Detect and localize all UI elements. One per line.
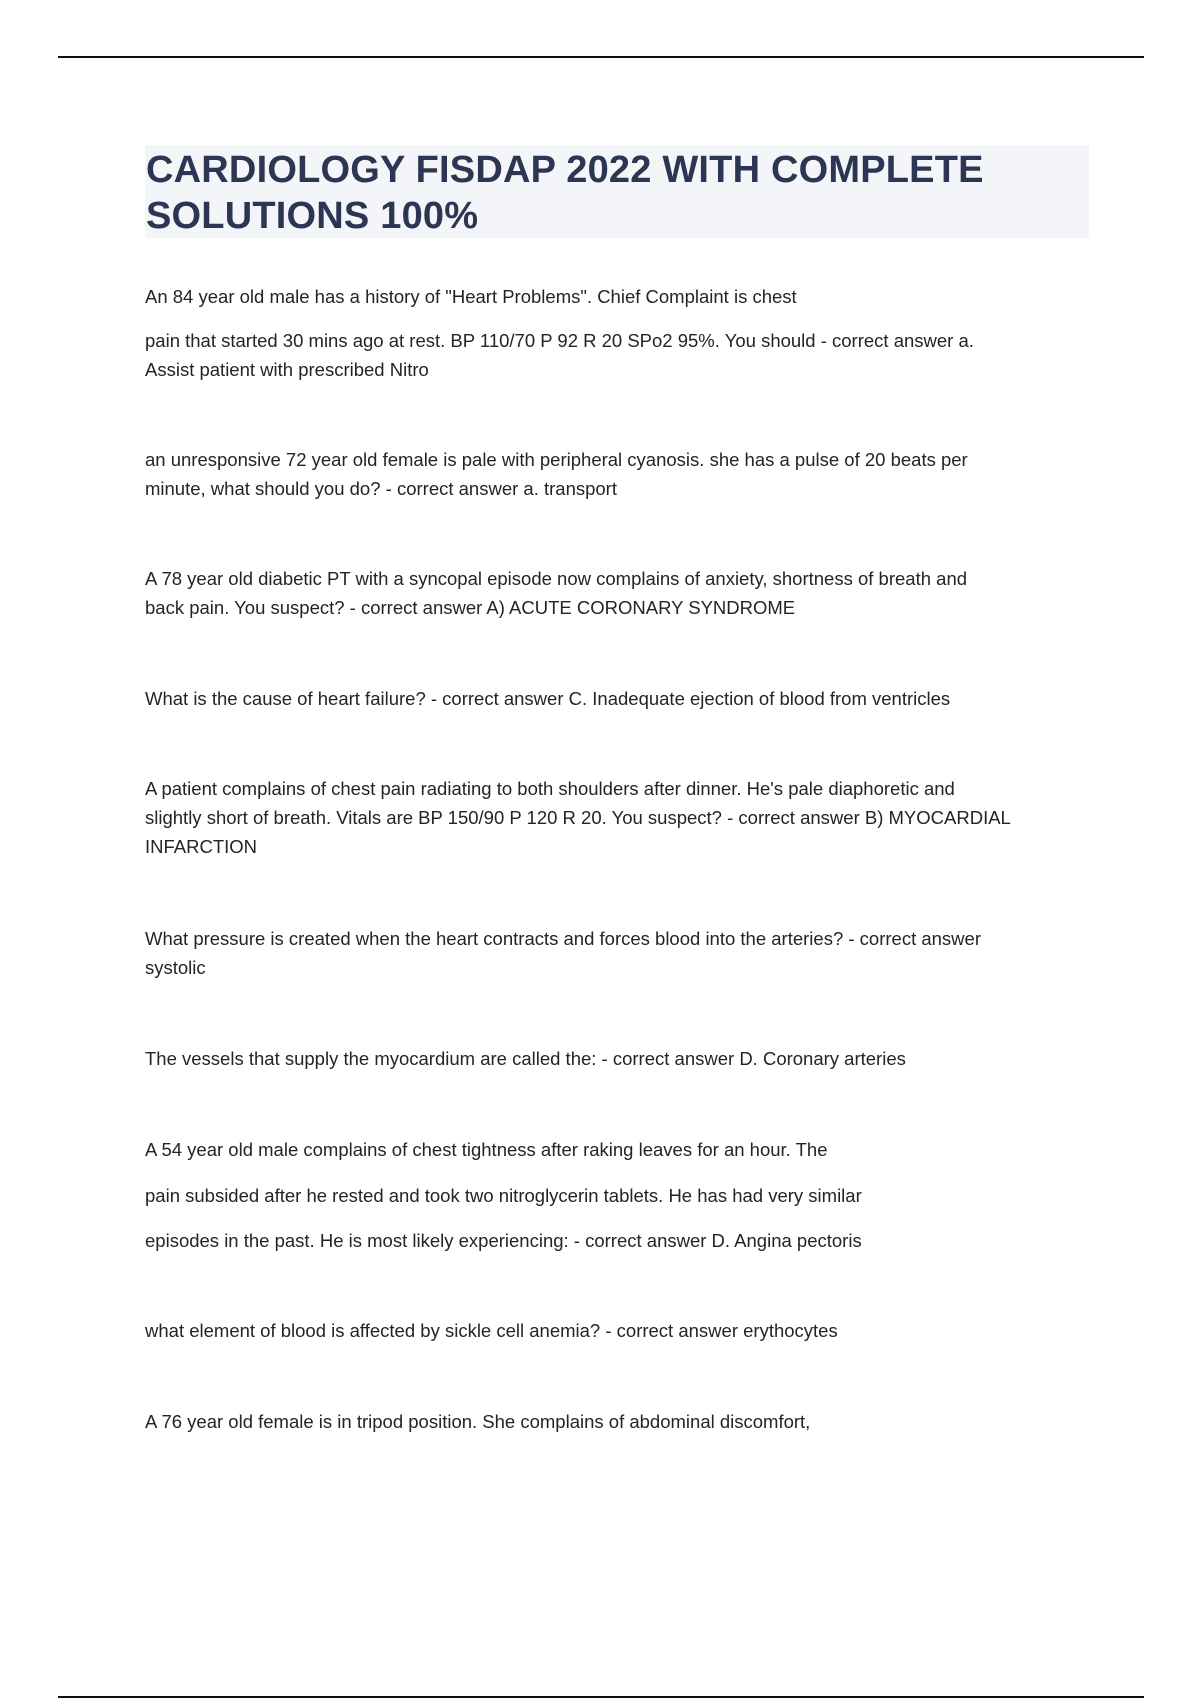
- qa-line: The vessels that supply the myocardium are called the: - correct answer D. Coronary arteries: [145, 1048, 906, 1069]
- qa-line: Assist patient with prescribed Nitro: [145, 359, 429, 380]
- qa-line: back pain. You suspect? - correct answer A) ACUTE CORONARY SYNDROME: [145, 597, 796, 618]
- qa-line: minute, what should you do? - correct answer a. transport: [145, 478, 617, 499]
- qa-line: A 76 year old female is in tripod position. She complains of abdominal discomfort,: [145, 1411, 811, 1432]
- qa-line: What pressure is created when the heart contracts and forces blood into the arteries? - correct answer: [145, 928, 981, 949]
- qa-line: pain subsided after he rested and took two nitroglycerin tablets. He has had very similar: [145, 1185, 862, 1206]
- qa-line: A patient complains of chest pain radiating to both shoulders after dinner. He's pale diaphoretic and: [145, 778, 955, 799]
- qa-line: pain that started 30 mins ago at rest. BP 110/70 P 92 R 20 SPo2 95%. You should - correct answer a.: [145, 330, 974, 351]
- qa-line: slightly short of breath. Vitals are BP 150/90 P 120 R 20. You suspect? - correct answer B) MYOCARDIAL: [145, 807, 1011, 828]
- title-line-2: SOLUTIONS 100%: [146, 195, 479, 237]
- qa-line: A 54 year old male complains of chest tightness after raking leaves for an hour. The: [145, 1139, 828, 1160]
- qa-line: What is the cause of heart failure? - correct answer C. Inadequate ejection of blood from ventricles: [145, 688, 951, 709]
- qa-line: systolic: [145, 957, 206, 978]
- top-rule: [58, 56, 1144, 58]
- page-title: [146, 147, 1076, 239]
- title-line-1: CARDIOLOGY FISDAP 2022 WITH COMPLETE: [146, 149, 984, 191]
- qa-line: an unresponsive 72 year old female is pale with peripheral cyanosis. she has a pulse of 20 beats per: [145, 449, 968, 470]
- qa-line: what element of blood is affected by sickle cell anemia? - correct answer erythocytes: [145, 1320, 838, 1341]
- qa-line: INFARCTION: [145, 836, 258, 857]
- qa-line: A 78 year old diabetic PT with a syncopal episode now complains of anxiety, shortness of breath and: [145, 568, 968, 589]
- bottom-rule: [58, 1696, 1144, 1698]
- qa-line: episodes in the past. He is most likely experiencing: - correct answer D. Angina pectoris: [145, 1230, 862, 1251]
- qa-line: An 84 year old male has a history of "Heart Problems". Chief Complaint is chest: [145, 286, 797, 307]
